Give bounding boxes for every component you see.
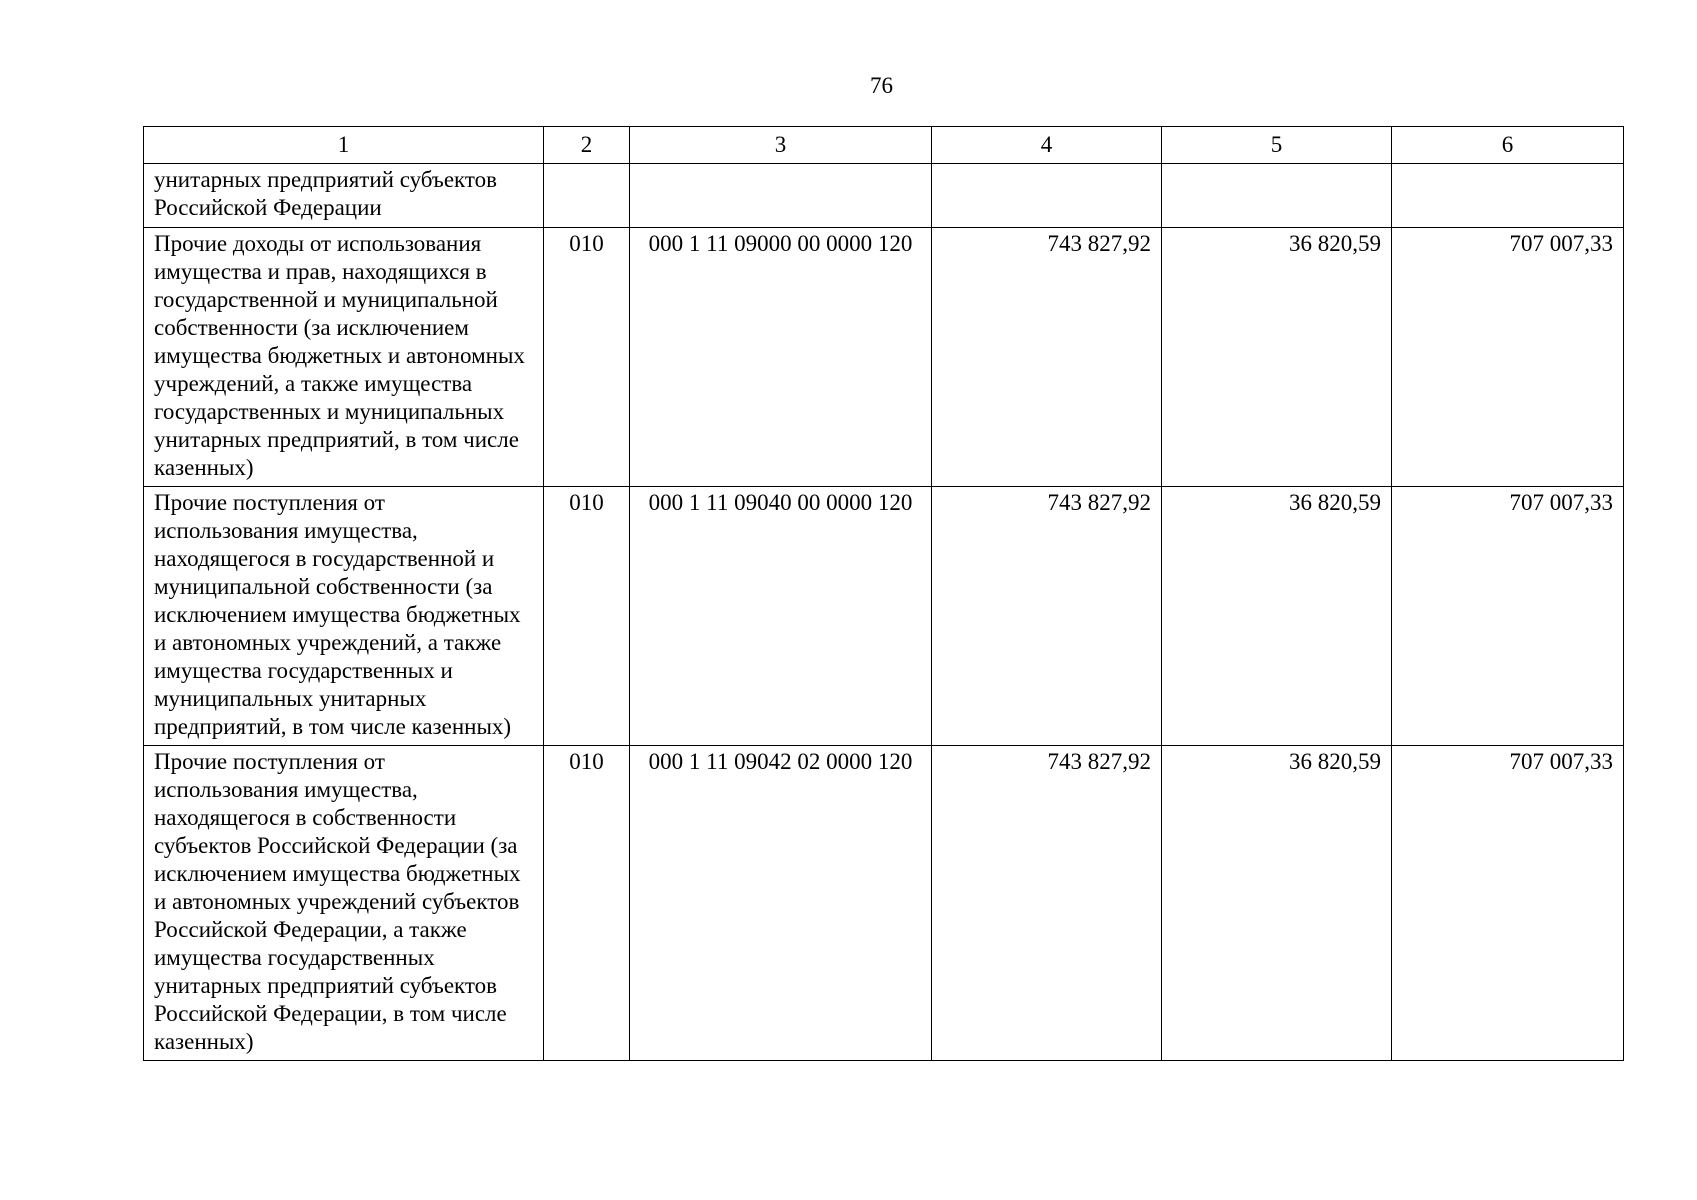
approved-amount-cell: 743 827,92 (932, 746, 1162, 1061)
revenue-name-cell: Прочие поступления от использования имущества, находящегося в государственной и муниципальной собственности (за исключением имущества бюджетных и автономных учреждений, а также имущества государственных и муниципальных унитарных предприятий, в том числе казенных) (144, 487, 544, 746)
column-header-3: 3 (630, 127, 932, 164)
unexecuted-amount-cell: 707 007,33 (1392, 746, 1624, 1061)
executed-amount-cell: 36 820,59 (1162, 487, 1392, 746)
executed-amount-cell: 36 820,59 (1162, 746, 1392, 1061)
budget-classification-code-cell: 000 1 11 09042 02 0000 120 (630, 746, 932, 1061)
budget-classification-code-cell: 000 1 11 09000 00 0000 120 (630, 228, 932, 487)
budget-classification-code-cell (630, 164, 932, 228)
column-header-5: 5 (1162, 127, 1392, 164)
line-code-cell: 010 (544, 746, 630, 1061)
approved-amount-cell: 743 827,92 (932, 228, 1162, 487)
column-header-1: 1 (144, 127, 544, 164)
executed-amount-cell: 36 820,59 (1162, 228, 1392, 487)
line-code-cell: 010 (544, 228, 630, 487)
revenue-name-cell: Прочие доходы от использования имущества и прав, находящихся в государственной и муниципальной собственности (за исключением имущества бюджетных и автономных учреждений, а также имущества государственных и муниципальных унитарных предприятий, в том числе казенных) (144, 228, 544, 487)
column-header-2: 2 (544, 127, 630, 164)
unexecuted-amount-cell: 707 007,33 (1392, 487, 1624, 746)
table-header-row (144, 127, 1624, 164)
executed-amount-cell (1162, 164, 1392, 228)
budget-classification-code-cell: 000 1 11 09040 00 0000 120 (630, 487, 932, 746)
table-row (144, 487, 1624, 746)
approved-amount-cell (932, 164, 1162, 228)
page-number: 76 (870, 73, 893, 98)
unexecuted-amount-cell: 707 007,33 (1392, 228, 1624, 487)
table-row (144, 228, 1624, 487)
budget-revenue-table (143, 126, 1624, 1061)
revenue-name-cell: Прочие поступления от использования имущества, находящегося в собственности субъектов Российской Федерации (за исключением имущества бюджетных и автономных учреждений субъектов Российской Федерации, а также имущества государственных унитарных предприятий субъектов Российской Федерации, в том числе казенных) (144, 746, 544, 1061)
approved-amount-cell: 743 827,92 (932, 487, 1162, 746)
table-row (144, 746, 1624, 1061)
table-row (144, 164, 1624, 228)
unexecuted-amount-cell (1392, 164, 1624, 228)
line-code-cell: 010 (544, 487, 630, 746)
line-code-cell (544, 164, 630, 228)
revenue-name-cell: унитарных предприятий субъектов Российской Федерации (144, 164, 544, 228)
column-header-4: 4 (932, 127, 1162, 164)
column-header-6: 6 (1392, 127, 1624, 164)
